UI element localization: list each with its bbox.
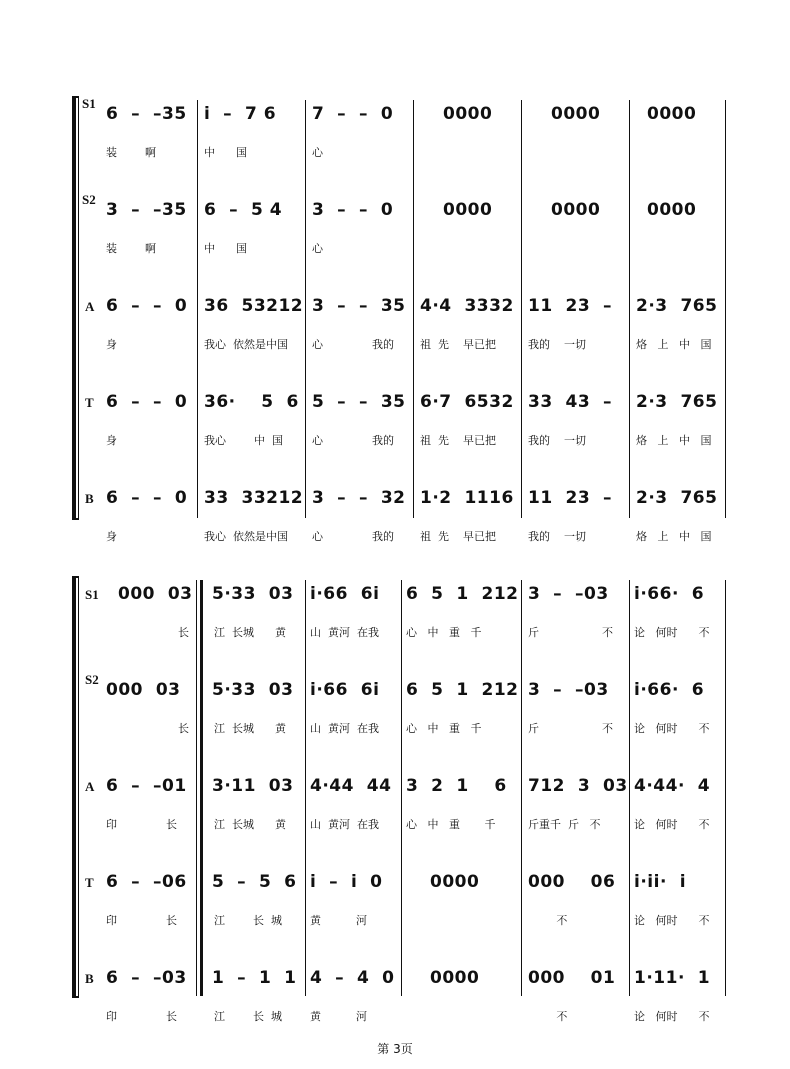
part-label: A bbox=[85, 779, 95, 794]
part-label: S2 bbox=[85, 672, 99, 687]
measure-notes: i·66· 6 bbox=[634, 584, 705, 604]
part-label: S1 bbox=[85, 587, 99, 602]
lyric-text: 烙 上 中 国 bbox=[636, 338, 712, 351]
measure-notes: 0000 bbox=[647, 200, 697, 220]
measure-notes: i·66 6i bbox=[310, 584, 380, 604]
system-bracket bbox=[72, 96, 76, 520]
lyric-text: 黄 河 bbox=[310, 1010, 367, 1023]
barline bbox=[196, 580, 197, 996]
lyric-text: 江 长城 黄 bbox=[214, 722, 286, 735]
measure-notes: 3 – –03 bbox=[528, 680, 609, 700]
lyric-text: 我心 依然是中国 bbox=[204, 338, 288, 351]
measure-notes: 3 – – 32 bbox=[312, 488, 406, 508]
measure-notes: 11 23 – bbox=[528, 296, 612, 316]
lyric-text: 论 何时 不 bbox=[634, 722, 710, 735]
lyric-text: 印 长 bbox=[106, 818, 177, 831]
lyric-text: 心 中 重 千 bbox=[406, 722, 482, 735]
measure-notes: 7 – – 0 bbox=[312, 104, 394, 124]
measure-notes: 0000 bbox=[647, 104, 697, 124]
measure-notes: 4 – 4 0 bbox=[310, 968, 395, 988]
lyric-text: 山 黄河 在我 bbox=[310, 722, 379, 735]
measure-notes: 6 – – 0 bbox=[106, 488, 188, 508]
lyric-text: 印 长 bbox=[106, 914, 177, 927]
part-label: S2 bbox=[82, 192, 96, 207]
measure-notes: i·66· 6 bbox=[634, 680, 705, 700]
lyric-text: 烙 上 中 国 bbox=[636, 434, 712, 447]
lyric-text: 身 bbox=[106, 338, 117, 351]
measure-notes: 000 03 bbox=[106, 680, 181, 700]
lyric-text: 斤 不 bbox=[528, 722, 613, 735]
measure-notes: 6 – –01 bbox=[106, 776, 187, 796]
measure-notes: 0000 bbox=[551, 104, 601, 124]
measure-notes: 36· 5 6 bbox=[204, 392, 299, 412]
lyric-text: 心 中 重 千 bbox=[406, 626, 482, 639]
measure-notes: i·ii· i bbox=[634, 872, 687, 892]
measure-notes: 5·33 03 bbox=[212, 680, 294, 700]
system-bracket-line bbox=[78, 96, 79, 520]
system-bracket bbox=[72, 576, 76, 998]
bracket-hook-bottom bbox=[72, 996, 79, 998]
lyric-text: 烙 上 中 国 bbox=[636, 530, 712, 543]
lyric-text: 身 bbox=[106, 434, 117, 447]
lyric-text: 我心 中 国 bbox=[204, 434, 283, 447]
bracket-hook-top bbox=[72, 576, 79, 578]
lyric-text: 论 何时 不 bbox=[634, 914, 710, 927]
lyric-text: 不 bbox=[490, 1010, 568, 1023]
measure-notes: 0000 bbox=[443, 104, 493, 124]
lyric-text: 不 bbox=[490, 914, 568, 927]
lyric-text: 斤重千 斤 不 bbox=[528, 818, 601, 831]
measure-notes: 0000 bbox=[551, 200, 601, 220]
lyric-text: 中 国 bbox=[204, 146, 247, 159]
lyric-text: 斤 不 bbox=[528, 626, 613, 639]
lyric-text: 我的 一切 bbox=[528, 530, 586, 543]
measure-notes: 000 01 bbox=[528, 968, 616, 988]
lyric-text: 中 国 bbox=[204, 242, 247, 255]
lyric-text: 祖 先 早已把 bbox=[420, 530, 496, 543]
measure-notes: 0000 bbox=[430, 872, 480, 892]
barline bbox=[629, 100, 630, 518]
measure-notes: 6 5 1 212 bbox=[406, 680, 519, 700]
measure-notes: 1 – 1 1 bbox=[212, 968, 297, 988]
lyric-text: 装 啊 bbox=[106, 242, 156, 255]
measure-notes: 1·2 1116 bbox=[420, 488, 514, 508]
lyric-text: 论 何时 不 bbox=[634, 626, 710, 639]
bracket-hook-bottom bbox=[72, 518, 79, 520]
measure-notes: i – 7 6 bbox=[204, 104, 277, 124]
measure-notes: 6 – 5 4 bbox=[204, 200, 283, 220]
lyric-text: 论 何时 不 bbox=[634, 1010, 710, 1023]
measure-notes: 2·3 765 bbox=[636, 296, 718, 316]
barline bbox=[725, 580, 726, 996]
lyric-text: 身 bbox=[106, 530, 117, 543]
part-label: S1 bbox=[82, 96, 96, 111]
lyric-text: 心 bbox=[312, 242, 323, 255]
lyric-text: 江 长城 黄 bbox=[214, 626, 286, 639]
system-bracket-line bbox=[78, 576, 79, 998]
barline bbox=[521, 580, 522, 996]
measure-notes: 6 – –35 bbox=[106, 104, 187, 124]
barline bbox=[305, 100, 306, 518]
lyric-text: 我心 依然是中国 bbox=[204, 530, 288, 543]
barline bbox=[629, 580, 630, 996]
measure-notes: 2·3 765 bbox=[636, 392, 718, 412]
measure-notes: 4·44 44 bbox=[310, 776, 392, 796]
barline bbox=[413, 100, 414, 518]
measure-notes: 4·44· 4 bbox=[634, 776, 711, 796]
measure-notes: 5 – 5 6 bbox=[212, 872, 297, 892]
measure-notes: 2·3 765 bbox=[636, 488, 718, 508]
part-label: T bbox=[85, 395, 94, 410]
measure-notes: 6 – –06 bbox=[106, 872, 187, 892]
barline bbox=[197, 100, 198, 518]
measure-notes: 3·11 03 bbox=[212, 776, 294, 796]
measure-notes: 33 43 – bbox=[528, 392, 612, 412]
lyric-text: 我的 一切 bbox=[528, 338, 586, 351]
lyric-text: 山 黄河 在我 bbox=[310, 818, 379, 831]
lyric-text: 印 长 bbox=[106, 1010, 177, 1023]
measure-notes: 0000 bbox=[430, 968, 480, 988]
lyric-text: 祖 先 早已把 bbox=[420, 434, 496, 447]
lyric-text: 长 bbox=[178, 626, 189, 639]
barline bbox=[305, 580, 306, 996]
measure-notes: 3 – –35 bbox=[106, 200, 187, 220]
barline bbox=[725, 100, 726, 518]
barline bbox=[401, 580, 402, 996]
lyric-text: 我的 一切 bbox=[528, 434, 586, 447]
measure-notes: 000 03 bbox=[118, 584, 193, 604]
measure-notes: 3 2 1 6 bbox=[406, 776, 507, 796]
measure-notes: 4·4 3332 bbox=[420, 296, 514, 316]
part-label: T bbox=[85, 875, 94, 890]
part-label: A bbox=[85, 299, 95, 314]
lyric-text: 祖 先 早已把 bbox=[420, 338, 496, 351]
lyric-text: 心 我的 bbox=[312, 434, 394, 447]
lyric-text: 长 bbox=[178, 722, 189, 735]
measure-notes: 11 23 – bbox=[528, 488, 612, 508]
measure-notes: 33 33212 bbox=[204, 488, 304, 508]
measure-notes: 6·7 6532 bbox=[420, 392, 514, 412]
lyric-text: 心 我的 bbox=[312, 530, 394, 543]
measure-notes: 6 5 1 212 bbox=[406, 584, 519, 604]
part-label: B bbox=[85, 491, 94, 506]
measure-notes: 3 – – 0 bbox=[312, 200, 394, 220]
measure-notes: 3 – –03 bbox=[528, 584, 609, 604]
lyric-text: 江 长城 黄 bbox=[214, 818, 286, 831]
barline bbox=[521, 100, 522, 518]
lyric-text: 心 bbox=[312, 146, 323, 159]
lyric-text: 心 我的 bbox=[312, 338, 394, 351]
lyric-text: 心 中 重 千 bbox=[406, 818, 496, 831]
measure-notes: i – i 0 bbox=[310, 872, 383, 892]
measure-notes: 5·33 03 bbox=[212, 584, 294, 604]
measure-notes: 6 – – 0 bbox=[106, 296, 188, 316]
lyric-text: 黄 河 bbox=[310, 914, 367, 927]
measure-notes: 5 – – 35 bbox=[312, 392, 406, 412]
measure-notes: 712 3 03 bbox=[528, 776, 628, 796]
measure-notes: 3 – – 35 bbox=[312, 296, 406, 316]
page-number: 第 3页 bbox=[377, 1042, 413, 1056]
part-label: B bbox=[85, 971, 94, 986]
lyric-text: 山 黄河 在我 bbox=[310, 626, 379, 639]
measure-notes: 6 – – 0 bbox=[106, 392, 188, 412]
measure-notes: 6 – –03 bbox=[106, 968, 187, 988]
lyric-text: 江 长 城 bbox=[214, 1010, 282, 1023]
measure-notes: 0000 bbox=[443, 200, 493, 220]
lyric-text: 江 长 城 bbox=[214, 914, 282, 927]
repeat-barline bbox=[200, 580, 203, 996]
lyric-text: 论 何时 不 bbox=[634, 818, 710, 831]
measure-notes: i·66 6i bbox=[310, 680, 380, 700]
measure-notes: 000 06 bbox=[528, 872, 616, 892]
bracket-hook-top bbox=[72, 96, 79, 98]
measure-notes: 1·11· 1 bbox=[634, 968, 711, 988]
measure-notes: 36 53212 bbox=[204, 296, 304, 316]
lyric-text: 装 啊 bbox=[106, 146, 156, 159]
